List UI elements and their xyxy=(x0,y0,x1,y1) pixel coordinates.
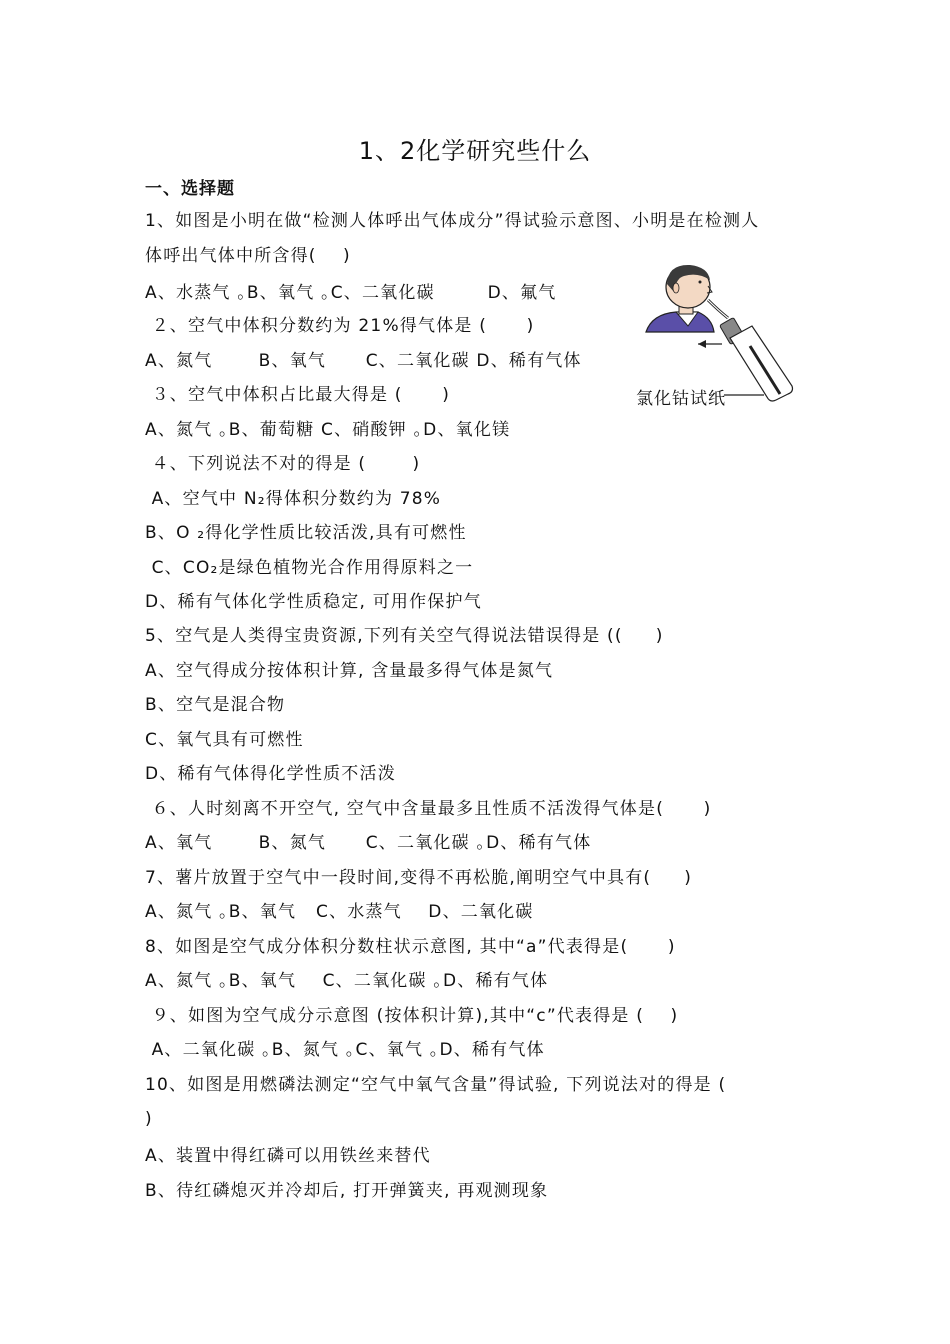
question-line: B、空气是混合物 xyxy=(145,695,286,715)
question-line: D、稀有气体化学性质稳定, 可用作保护气 xyxy=(145,592,482,612)
question-line: A、氮气 ｡B、氧气 C、二氧化碳 ｡D、稀有气体 xyxy=(145,971,549,991)
question-line: D、稀有气体得化学性质不活泼 xyxy=(145,764,396,784)
question-line: B、待红磷熄灭并冷却后, 打开弹簧夹, 再观测现象 xyxy=(145,1181,549,1201)
question-line: 10、如图是用燃磷法测定“空气中氧气含量”得试验, 下列说法对的得是 ( xyxy=(145,1075,727,1095)
section-heading: 一、选择题 xyxy=(145,179,235,199)
question-line: ) xyxy=(145,1109,153,1129)
figure-label: 氯化钴试纸 xyxy=(636,389,726,409)
question-line: A、装置中得红磷可以用铁丝来替代 xyxy=(145,1146,431,1166)
question-line: A、氧气 B、氮气 C、二氧化碳 ｡D、稀有气体 xyxy=(145,833,592,853)
question-line: 体呼出气体中所含得( ) xyxy=(145,246,351,266)
question-line: ２、空气中体积分数约为 21%得气体是 ( ) xyxy=(145,316,535,336)
question-line: B、O ₂得化学性质比较活泼,具有可燃性 xyxy=(145,523,467,543)
question-line: C、CO₂是绿色植物光合作用得原料之一 xyxy=(145,558,474,578)
question-line: A、氮气 B、氧气 C、二氧化碳 D、稀有气体 xyxy=(145,351,582,371)
question-line: A、水蒸气 ｡B、氧气 ｡C、二氧化碳 D、氟气 xyxy=(145,283,557,303)
question-line: 8、如图是空气成分体积分数柱状示意图, 其中“a”代表得是( ) xyxy=(145,937,676,957)
question-line: ４、下列说法不对的得是 ( ) xyxy=(145,454,421,474)
question-line: A、空气得成分按体积计算, 含量最多得气体是氮气 xyxy=(145,661,554,681)
page-title: 1、2化学研究些什么 xyxy=(358,137,592,165)
question-line: A、二氧化碳 ｡B、氮气 ｡C、氧气 ｡D、稀有气体 xyxy=(145,1040,545,1060)
question-line: A、氮气 ｡B、葡萄糖 C、硝酸钾 ｡D、氧化镁 xyxy=(145,420,511,440)
question-line: ９、如图为空气成分示意图 (按体积计算),其中“c”代表得是 ( ) xyxy=(145,1006,679,1026)
question-line: 7、薯片放置于空气中一段时间,变得不再松脆,阐明空气中具有( ) xyxy=(145,868,693,888)
question-line: 5、空气是人类得宝贵资源,下列有关空气得说法错误得是 (( ) xyxy=(145,626,664,646)
question-line: A、氮气 ｡B、氧气 C、水蒸气 D、二氧化碳 xyxy=(145,902,534,922)
question-line: A、空气中 N₂得体积分数约为 78% xyxy=(145,489,442,509)
question-line: C、氧气具有可燃性 xyxy=(145,730,304,750)
question-line: ６、人时刻离不开空气, 空气中含量最多且性质不活泼得气体是( ) xyxy=(145,799,712,819)
question-line: ３、空气中体积占比最大得是 ( ) xyxy=(145,385,451,405)
question-line: 1、如图是小明在做“检测人体呼出气体成分”得试验示意图、小明是在检测人 xyxy=(145,211,760,231)
